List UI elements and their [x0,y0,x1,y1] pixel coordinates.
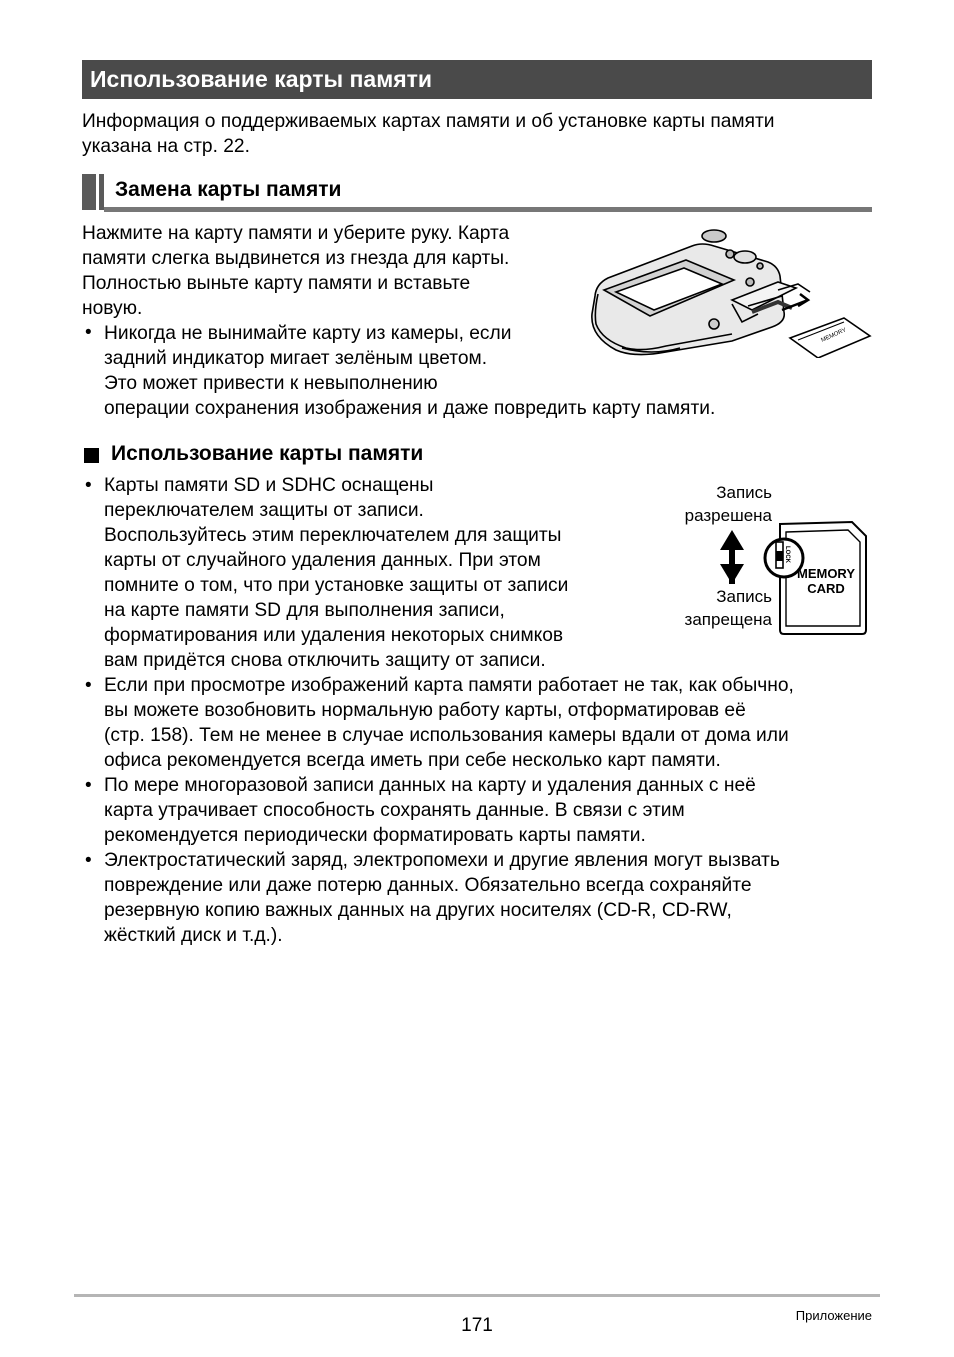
footer-section: Приложение [795,1308,872,1323]
subsection-heading: Использование карты памяти [111,442,424,465]
bullet-dot: • [85,475,92,496]
bullet-dot: • [85,675,92,696]
section-heading-replace-card [82,174,872,214]
bullet-dot: • [85,850,92,871]
replace-card-bullet: Никогда не вынимайте карту из камеры, если задний индикатор мигает зелёным цветом. Это может привести к невыполнению операции сохранения изображения и даже повредить карту памяти. [104,323,716,419]
bullet-dot: • [85,322,92,343]
heading-rule [104,207,872,212]
bullet-periodic-format: По мере многоразовой записи данных на карту и удаления данных с неё карта утрачивает способность сохранять данные. В связи с этим рекомендуется периодически форматировать карты памяти. [104,775,756,846]
footer-rule [74,1294,880,1297]
label-write-protected: Запись запрещена [684,587,772,629]
square-bullet-icon [84,448,99,463]
heading-bar [82,174,96,210]
heading-bar [99,174,104,210]
bullet-dot: • [85,775,92,796]
lock-label: LOCK [784,546,790,563]
bullet-backup: Электростатический заряд, электропомехи и другие явления могут вызвать повреждение или даже потерю данных. Обязательно всегда сохраняйте резервную копию важных данных на других носителях (CD-R, CD-RW, жёсткий диск и т.д.). [104,850,780,946]
intro-paragraph: Информация о поддерживаемых картах памяти и об установке карты памяти указана на стр. 22. [82,111,775,157]
sd-card-lock-illustration [714,518,874,640]
section-heading-text: Замена карты памяти [115,178,342,201]
memory-card-label: MEMORY [796,566,856,581]
bullet-format: Если при просмотре изображений карта памяти работает не так, как обычно, вы можете возобновить нормальную работу карты, отформатировав её (стр. 158). Тем не менее в случае использования камеры вдали от дома или офиса рекомендуется всегда иметь при себе несколько карт памяти. [104,675,794,771]
card-label-text: MEMORY [820,327,848,344]
memory-card-label: CARD [807,581,845,596]
label-write-enabled: Запись разрешена [684,483,772,525]
camera-card-illustration [582,224,874,358]
page-title: Использование карты памяти [82,60,872,99]
page-number: 171 [461,1315,493,1336]
bullet-write-protect: Карты памяти SD и SDHC оснащены переключателем защиты от записи. Воспользуйтесь этим переключателем для защиты карты от случайного удаления данных. При этом помните о том, что при установке защиты от записи на карте памяти SD для выполнения записи, форматирования или удаления некоторых снимков вам придётся снова отключить защиту от записи. [104,475,569,671]
replace-card-paragraph: Нажмите на карту памяти и уберите руку. Карта памяти слегка выдвинется из гнезда для карты. Полностью выньте карту памяти и вставьте новую. [82,223,510,319]
